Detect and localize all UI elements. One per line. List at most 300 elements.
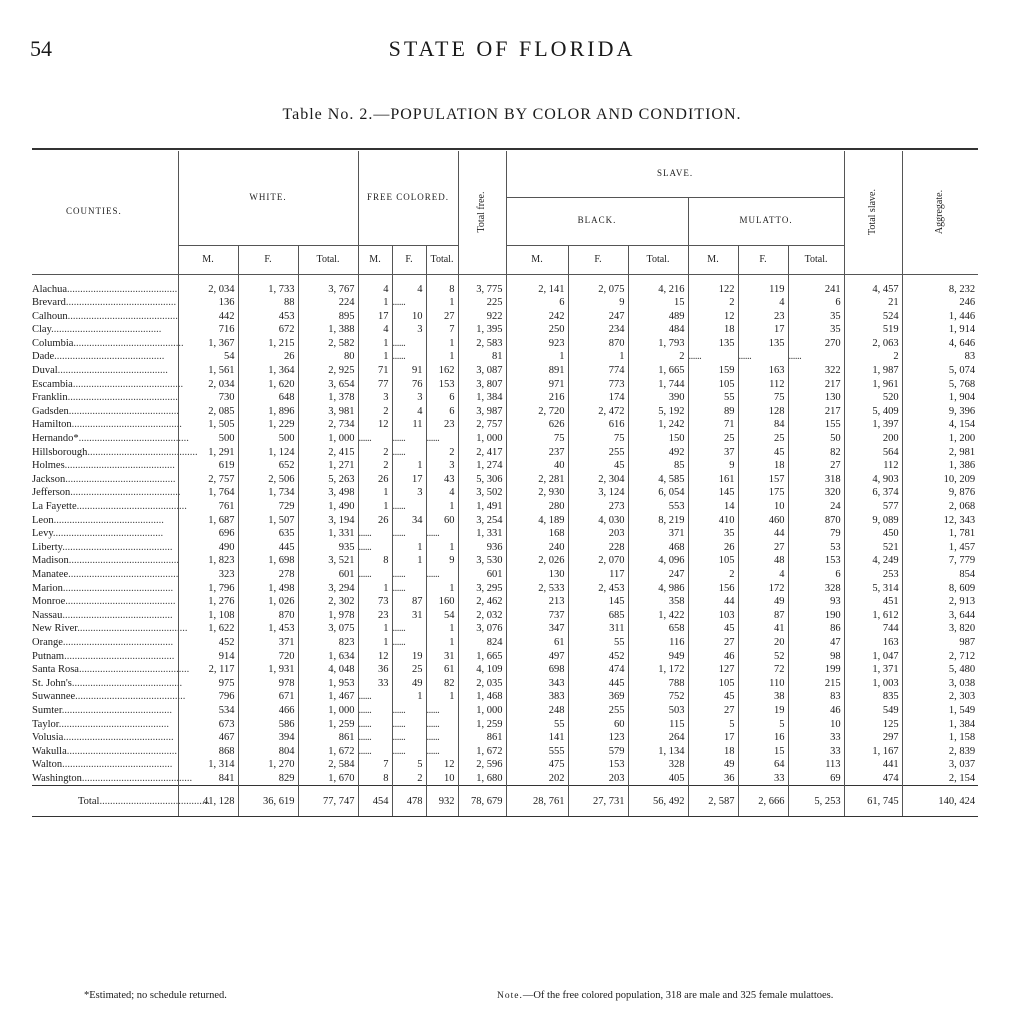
header-black: BLACK. <box>506 197 688 245</box>
cell-ts: 549 <box>844 704 902 718</box>
cell-fc-m: 8 <box>358 772 392 786</box>
cell-w-f: 586 <box>238 718 298 732</box>
cell-fc-t: 61 <box>426 663 458 677</box>
table-row <box>32 378 978 392</box>
cell-ts: 200 <box>844 432 902 446</box>
header-fc-m: M. <box>358 245 392 274</box>
cell-b-t: 1, 793 <box>628 337 688 351</box>
cell-b-m: 475 <box>506 758 568 772</box>
cell-w-m: 1, 367 <box>178 337 238 351</box>
cell-fc-f: ...... <box>392 296 426 310</box>
cell-b-f: 27, 731 <box>568 786 628 817</box>
cell-b-m: 923 <box>506 337 568 351</box>
header-black-m: M. <box>506 245 568 274</box>
table-title-lead: Table No. 2. <box>282 106 374 123</box>
leader-dots: .......................................... <box>78 433 189 445</box>
table-row <box>32 473 978 487</box>
cell-mu-f: 15 <box>738 745 788 759</box>
table-row <box>32 663 978 677</box>
cell-b-f: 117 <box>568 568 628 582</box>
cell-ts: 2 <box>844 350 902 364</box>
cell-fc-t: 3 <box>426 459 458 473</box>
cell-mu-m: 27 <box>688 636 738 650</box>
cell-mu-m: 17 <box>688 731 738 745</box>
cell-b-m: 28, 761 <box>506 786 568 817</box>
cell-w-t: 3, 654 <box>298 378 358 392</box>
table-row <box>32 650 978 664</box>
cell-w-t: 2, 734 <box>298 418 358 432</box>
cell-b-m: 213 <box>506 595 568 609</box>
cell-fc-f: ...... <box>392 731 426 745</box>
cell-b-m: 2, 533 <box>506 582 568 596</box>
cell-b-t: 1, 134 <box>628 745 688 759</box>
cell-tf: 861 <box>458 731 506 745</box>
cell-tf: 81 <box>458 350 506 364</box>
header-total-free-label: Total free. <box>476 191 488 233</box>
cell-mu-t: 93 <box>788 595 844 609</box>
cell-fc-f: 10 <box>392 310 426 324</box>
county-name: Suwannee <box>32 691 76 703</box>
cell-w-t: 80 <box>298 350 358 364</box>
county-cell <box>32 609 178 623</box>
cell-w-m: 1, 314 <box>178 758 238 772</box>
cell-fc-m: 1 <box>358 500 392 514</box>
cell-b-f: 60 <box>568 718 628 732</box>
cell-w-f: 26 <box>238 350 298 364</box>
county-cell <box>32 527 178 541</box>
cell-b-f: 579 <box>568 745 628 759</box>
table-row <box>32 486 978 500</box>
cell-mu-f: 157 <box>738 473 788 487</box>
cell-w-m: 841 <box>178 772 238 786</box>
cell-b-f: 255 <box>568 704 628 718</box>
cell-agg: 1, 781 <box>948 528 976 540</box>
county-name: St. John's <box>32 677 72 689</box>
county-name: Hernando* <box>32 433 79 445</box>
cell-w-f: 672 <box>238 323 298 337</box>
cell-agg: 2, 712 <box>948 650 976 662</box>
cell-fc-m: 26 <box>358 473 392 487</box>
cell-b-t: 1, 422 <box>628 609 688 623</box>
cell-ts: 6, 374 <box>844 486 902 500</box>
table-row <box>32 636 978 650</box>
county-name: Total <box>78 795 100 807</box>
cell-b-f: 773 <box>568 378 628 392</box>
cell-mu-f: 4 <box>738 296 788 310</box>
county-cell <box>32 772 193 786</box>
cell-b-f: 273 <box>568 500 628 514</box>
page-number: 54 <box>30 36 52 61</box>
cell-ts: 253 <box>844 568 902 582</box>
cell-ts: 112 <box>844 459 902 473</box>
header-mulatto-m: M. <box>688 245 738 274</box>
cell-mu-f: 20 <box>738 636 788 650</box>
cell-w-m: 1, 764 <box>178 486 238 500</box>
cell-fc-f: 478 <box>392 786 426 817</box>
cell-mu-m: 27 <box>688 704 738 718</box>
county-name: Volusia <box>32 732 64 744</box>
cell-fc-f: 5 <box>392 758 426 772</box>
header-slave: SLAVE. <box>506 151 844 197</box>
cell-fc-m: 17 <box>358 310 392 324</box>
cell-tf: 3, 295 <box>458 582 506 596</box>
county-name: Taylor <box>32 718 59 730</box>
cell-ts: 4, 457 <box>844 283 902 297</box>
cell-w-m: 716 <box>178 323 238 337</box>
cell-b-f: 4, 030 <box>568 514 628 528</box>
cell-b-m: 216 <box>506 391 568 405</box>
cell-w-f: 371 <box>238 636 298 650</box>
table-row <box>32 609 978 623</box>
cell-b-t: 949 <box>628 650 688 664</box>
cell-fc-t: 2 <box>426 446 458 460</box>
cell-fc-f: 34 <box>392 514 426 528</box>
cell-w-f: 466 <box>238 704 298 718</box>
county-cell <box>32 758 178 772</box>
county-cell <box>32 500 187 514</box>
cell-b-f: 123 <box>568 731 628 745</box>
cell-mu-f: 41 <box>738 622 788 636</box>
cell-b-f: 474 <box>568 663 628 677</box>
cell-b-f: 174 <box>568 391 628 405</box>
header-fc-total: Total. <box>426 245 458 274</box>
cell-b-f: 2, 304 <box>568 473 628 487</box>
table-row <box>32 568 978 582</box>
header-mulatto: MULATTO. <box>688 197 844 245</box>
cell-w-m: 2, 034 <box>178 283 238 297</box>
cell-w-f: 1, 733 <box>238 283 298 297</box>
cell-mu-t: 27 <box>788 459 844 473</box>
county-name: Orange <box>32 636 63 648</box>
cell-agg: 9, 396 <box>948 405 976 417</box>
table-row <box>32 745 978 759</box>
cell-agg: 2, 839 <box>948 745 976 757</box>
cell-b-m: 6 <box>506 296 568 310</box>
cell-mu-m: 45 <box>688 622 738 636</box>
cell-fc-t: 153 <box>426 378 458 392</box>
cell-fc-f: 17 <box>392 473 426 487</box>
table-row <box>32 582 978 596</box>
table-row <box>32 541 978 555</box>
cell-mu-f: 172 <box>738 582 788 596</box>
cell-w-t: 1, 634 <box>298 650 358 664</box>
population-table <box>32 151 978 817</box>
cell-mu-t: 199 <box>788 663 844 677</box>
table-row <box>32 500 978 514</box>
cell-fc-f: ...... <box>392 500 426 514</box>
cell-mu-m: 55 <box>688 391 738 405</box>
cell-b-f: 203 <box>568 772 628 786</box>
cell-w-m: 41, 128 <box>178 786 238 817</box>
cell-ts: 163 <box>844 636 902 650</box>
cell-tf: 2, 032 <box>458 609 506 623</box>
cell-mu-f: 175 <box>738 486 788 500</box>
cell-w-t: 3, 981 <box>298 405 358 419</box>
cell-w-m: 796 <box>178 690 238 704</box>
cell-fc-t: 1 <box>426 296 458 310</box>
cell-w-t: 2, 584 <box>298 758 358 772</box>
cell-b-m: 2, 720 <box>506 405 568 419</box>
cell-w-t: 1, 490 <box>298 500 358 514</box>
cell-mu-m: 145 <box>688 486 738 500</box>
cell-mu-t: 113 <box>788 758 844 772</box>
county-name: Dade <box>32 351 55 363</box>
cell-b-t: 468 <box>628 541 688 555</box>
cell-mu-m: 9 <box>688 459 738 473</box>
cell-fc-t: 4 <box>426 486 458 500</box>
cell-fc-t: 27 <box>426 310 458 324</box>
cell-agg: 1, 158 <box>948 732 976 744</box>
cell-mu-t: 82 <box>788 446 844 460</box>
cell-mu-m: 161 <box>688 473 738 487</box>
cell-mu-t: 24 <box>788 500 844 514</box>
cell-b-t: 8, 219 <box>628 514 688 528</box>
cell-w-m: 1, 505 <box>178 418 238 432</box>
cell-mu-f: 64 <box>738 758 788 772</box>
cell-fc-f: 1 <box>392 690 426 704</box>
cell-mu-t: 10 <box>788 718 844 732</box>
cell-fc-t: 8 <box>426 283 458 297</box>
cell-w-t: 5, 263 <box>298 473 358 487</box>
leader-dots: .......................................... <box>78 664 190 676</box>
cell-fc-f: 2 <box>392 772 426 786</box>
cell-fc-f: 31 <box>392 609 426 623</box>
cell-ts: 835 <box>844 690 902 704</box>
cell-mu-f: 38 <box>738 690 788 704</box>
cell-tf: 1, 680 <box>458 772 506 786</box>
cell-agg: 246 <box>959 297 976 309</box>
cell-agg: 1, 549 <box>948 704 976 716</box>
cell-fc-t: 31 <box>426 650 458 664</box>
cell-fc-m: 1 <box>358 337 392 351</box>
county-cell <box>32 650 178 664</box>
cell-tf: 601 <box>458 568 506 582</box>
cell-fc-m: 1 <box>358 350 392 364</box>
cell-mu-t: 328 <box>788 582 844 596</box>
cell-agg: 5, 074 <box>948 365 976 377</box>
header-total-slave-label: Total slave. <box>867 189 879 236</box>
cell-mu-t: 33 <box>788 731 844 745</box>
leader-dots: .......................................... <box>66 283 178 295</box>
cell-fc-m: 3 <box>358 391 392 405</box>
top-rule <box>32 148 978 150</box>
cell-w-f: 1, 270 <box>238 758 298 772</box>
county-name: Alachua <box>32 283 67 295</box>
cell-b-m: 202 <box>506 772 568 786</box>
cell-mu-t: 217 <box>788 378 844 392</box>
cell-fc-t: ...... <box>426 718 458 732</box>
cell-mu-m: 127 <box>688 663 738 677</box>
cell-w-t: 823 <box>298 636 358 650</box>
leader-dots: .......................................... <box>68 568 179 580</box>
cell-b-f: 369 <box>568 690 628 704</box>
cell-w-f: 1, 453 <box>238 622 298 636</box>
cell-mu-f: 112 <box>738 378 788 392</box>
cell-fc-t: 1 <box>426 636 458 650</box>
cell-b-m: 242 <box>506 310 568 324</box>
cell-w-f: 1, 124 <box>238 446 298 460</box>
cell-fc-m: 12 <box>358 650 392 664</box>
county-name: Holmes <box>32 460 65 472</box>
cell-b-f: 145 <box>568 595 628 609</box>
cell-w-f: 804 <box>238 745 298 759</box>
cell-tf: 824 <box>458 636 506 650</box>
cell-b-t: 328 <box>628 758 688 772</box>
cell-w-f: 729 <box>238 500 298 514</box>
leader-dots: .......................................... <box>75 691 186 703</box>
cell-agg: 7, 779 <box>948 555 976 567</box>
leader-dots: .......................................... <box>58 718 169 730</box>
cell-mu-m: 103 <box>688 609 738 623</box>
cell-fc-f: 1 <box>392 554 426 568</box>
cell-b-t: 658 <box>628 622 688 636</box>
cell-agg: 854 <box>959 568 976 580</box>
cell-mu-t: 6 <box>788 568 844 582</box>
county-name: Walton <box>32 759 63 771</box>
cell-mu-t: 322 <box>788 364 844 378</box>
cell-tf: 3, 530 <box>458 554 506 568</box>
cell-fc-f: 76 <box>392 378 426 392</box>
cell-ts: 4, 249 <box>844 554 902 568</box>
county-cell <box>32 283 178 297</box>
county-name: Washington <box>32 772 82 784</box>
cell-fc-m: 33 <box>358 677 392 691</box>
cell-agg: 12, 343 <box>943 514 976 526</box>
cell-b-m: 250 <box>506 323 568 337</box>
cell-fc-t: 12 <box>426 758 458 772</box>
cell-fc-t: 60 <box>426 514 458 528</box>
header-counties: COUNTIES. <box>32 151 178 274</box>
county-name: Columbia <box>32 337 74 349</box>
cell-ts: 2, 063 <box>844 337 902 351</box>
cell-b-t: 752 <box>628 690 688 704</box>
cell-w-m: 2, 034 <box>178 378 238 392</box>
cell-w-m: 1, 687 <box>178 514 238 528</box>
cell-b-t: 115 <box>628 718 688 732</box>
header-white-f: F. <box>238 245 298 274</box>
cell-w-f: 1, 698 <box>238 554 298 568</box>
county-cell <box>32 391 178 405</box>
cell-b-m: 698 <box>506 663 568 677</box>
cell-b-f: 45 <box>568 459 628 473</box>
cell-fc-f: 87 <box>392 595 426 609</box>
county-name: Escambia <box>32 378 73 390</box>
note-lead: Note. <box>497 991 523 1001</box>
cell-w-m: 1, 276 <box>178 595 238 609</box>
cell-mu-m: 410 <box>688 514 738 528</box>
county-cell <box>32 704 178 718</box>
cell-b-m: 555 <box>506 745 568 759</box>
table-row <box>32 772 978 786</box>
county-name: Hillsborough <box>32 446 88 458</box>
county-cell <box>32 786 210 817</box>
cell-w-f: 635 <box>238 527 298 541</box>
cell-w-f: 1, 620 <box>238 378 298 392</box>
cell-mu-f: 19 <box>738 704 788 718</box>
cell-mu-t: 46 <box>788 704 844 718</box>
cell-fc-t: 162 <box>426 364 458 378</box>
cell-ts: 441 <box>844 758 902 772</box>
cell-mu-m: 2 <box>688 568 738 582</box>
county-cell <box>32 582 178 596</box>
cell-mu-f: 25 <box>738 432 788 446</box>
header-total-free <box>458 151 506 274</box>
leader-dots: .......................................... <box>61 704 173 716</box>
cell-agg: 5, 768 <box>948 378 976 390</box>
cell-mu-m: 105 <box>688 554 738 568</box>
running-title: STATE OF FLORIDA <box>388 36 636 61</box>
cell-fc-m: 71 <box>358 364 392 378</box>
cell-fc-m: 77 <box>358 378 392 392</box>
cell-tf: 5, 306 <box>458 473 506 487</box>
leader-dots: .......................................... <box>73 337 184 349</box>
cell-mu-f: 75 <box>738 391 788 405</box>
cell-b-f: 452 <box>568 650 628 664</box>
cell-w-f: 1, 229 <box>238 418 298 432</box>
cell-fc-t: 1 <box>426 582 458 596</box>
cell-mu-m: 49 <box>688 758 738 772</box>
county-cell <box>32 595 178 609</box>
cell-fc-t: 82 <box>426 677 458 691</box>
cell-b-t: 5, 192 <box>628 405 688 419</box>
cell-mu-f: 128 <box>738 405 788 419</box>
cell-mu-m: 159 <box>688 364 738 378</box>
cell-fc-t: 1 <box>426 622 458 636</box>
cell-fc-m: 7 <box>358 758 392 772</box>
header-black-total: Total. <box>628 245 688 274</box>
cell-agg: 5, 480 <box>948 664 976 676</box>
cell-b-m: 343 <box>506 677 568 691</box>
cell-mu-m: 2 <box>688 296 738 310</box>
cell-mu-f: 18 <box>738 459 788 473</box>
cell-w-m: 1, 823 <box>178 554 238 568</box>
cell-w-f: 445 <box>238 541 298 555</box>
cell-w-t: 1, 467 <box>298 690 358 704</box>
cell-mu-m: 2, 587 <box>688 786 738 817</box>
note <box>497 990 833 1001</box>
cell-fc-t: 10 <box>426 772 458 786</box>
cell-b-m: 497 <box>506 650 568 664</box>
cell-mu-t: 190 <box>788 609 844 623</box>
cell-agg: 1, 200 <box>948 433 976 445</box>
cell-agg: 1, 904 <box>948 392 976 404</box>
cell-agg: 1, 457 <box>948 541 976 553</box>
cell-w-t: 895 <box>298 310 358 324</box>
header-total-slave <box>844 151 902 274</box>
cell-ts: 297 <box>844 731 902 745</box>
county-name: Madison <box>32 555 69 567</box>
cell-b-t: 358 <box>628 595 688 609</box>
cell-b-t: 1, 665 <box>628 364 688 378</box>
cell-agg: 4, 646 <box>948 337 976 349</box>
cell-fc-f: ...... <box>392 337 426 351</box>
cell-ts: 451 <box>844 595 902 609</box>
county-cell <box>32 622 188 636</box>
county-cell <box>32 486 181 500</box>
table-row <box>32 677 978 691</box>
cell-fc-t: ...... <box>426 527 458 541</box>
cell-b-t: 150 <box>628 432 688 446</box>
cell-w-f: 870 <box>238 609 298 623</box>
cell-ts: 519 <box>844 323 902 337</box>
cell-w-f: 1, 215 <box>238 337 298 351</box>
cell-fc-m: 1 <box>358 486 392 500</box>
cell-agg: 8, 609 <box>948 582 976 594</box>
cell-b-f: 247 <box>568 310 628 324</box>
cell-ts: 450 <box>844 527 902 541</box>
cell-b-f: 3, 124 <box>568 486 628 500</box>
table-row <box>32 595 978 609</box>
